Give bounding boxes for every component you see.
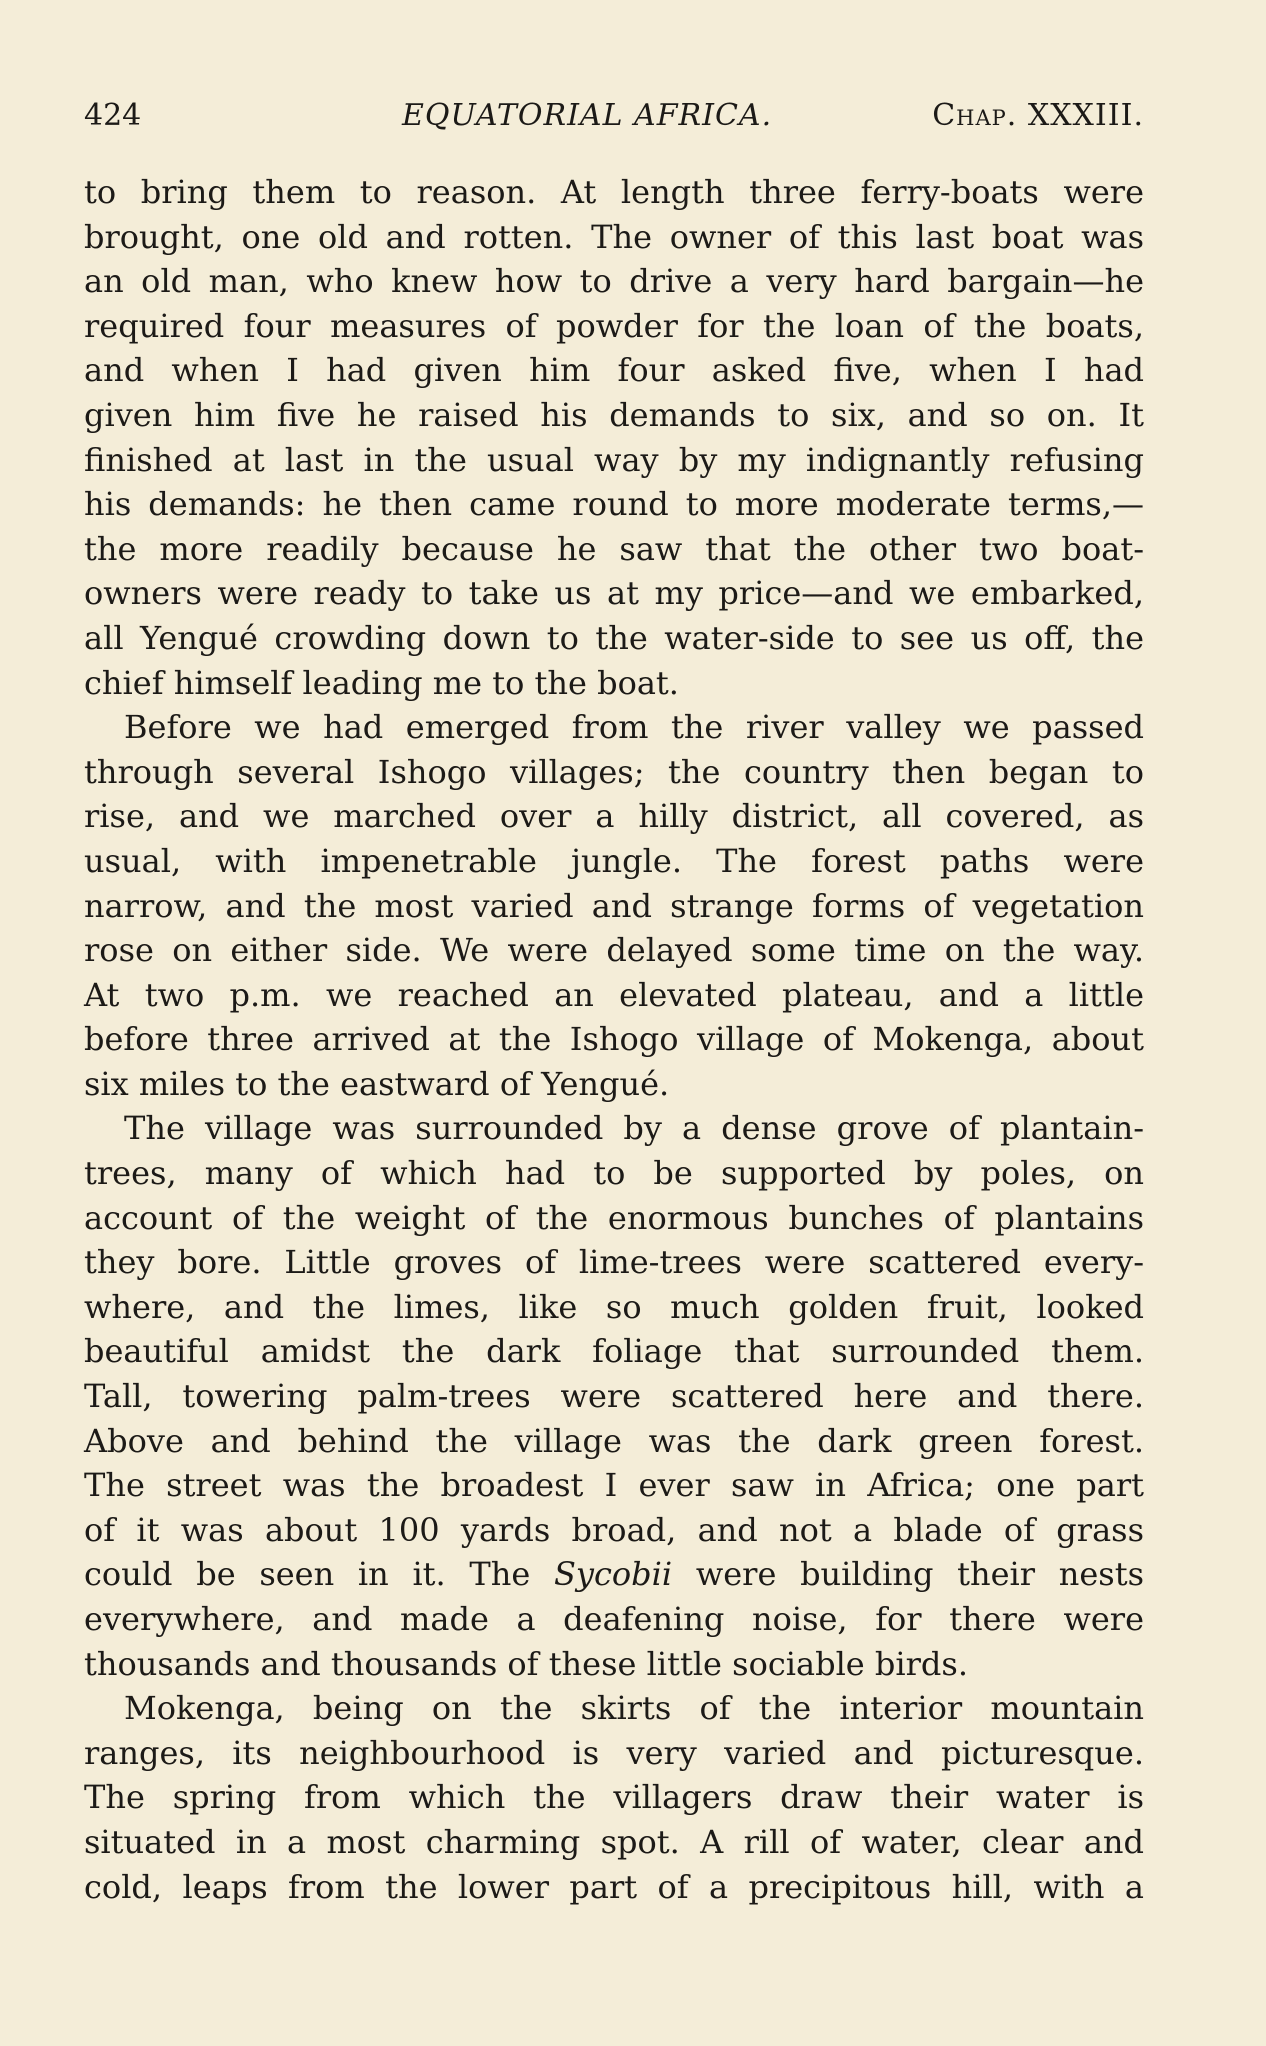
text-line: situated in a most charming spot. A rill of water, clear and [84, 1822, 1144, 1861]
text-line: an old man, who knew how to drive a very hard bargain—he [84, 262, 1144, 301]
text-line: all Yengué crowding down to the water-side to see us off, the [84, 618, 1144, 657]
book-title: EQUATORIAL AFRICA. [402, 98, 773, 133]
chapter-label: Chap. XXXIII. [932, 98, 1144, 133]
text-line: thousands and thousands of these little sociable birds. [84, 1644, 968, 1683]
text-line: beautiful amidst the dark foliage that surrounded them. [84, 1332, 1144, 1371]
text-line: ranges, its neighbourhood is very varied and picturesque. [84, 1733, 1144, 1772]
text-line: account of the weight of the enormous bunches of plantains [84, 1198, 1144, 1237]
text-line: before three arrived at the Ishogo village of Mokenga, about [84, 1020, 1144, 1059]
text-line: At two p.m. we reached an elevated plateau, and a little [84, 975, 1144, 1014]
text-line: everywhere, and made a deafening noise, for there were [84, 1600, 1144, 1638]
text-line: The spring from which the villagers draw their water is [84, 1778, 1144, 1817]
running-head [84, 98, 1144, 142]
text-line: chief himself leading me to the boat. [84, 663, 679, 702]
text-line: usual, with impenetrable jungle. The forest paths were [84, 841, 1144, 880]
text-line: rise, and we marched over a hilly district, all covered, as [84, 797, 1144, 836]
text-line: cold, leaps from the lower part of a precipitous hill, with a [84, 1867, 1144, 1906]
text-line-with-italic [84, 1552, 1144, 1597]
text-line: his demands: he then came round to more moderate terms,— [84, 485, 1144, 524]
text-line: the more readily because he saw that the other two boat- [84, 529, 1144, 568]
text-line: of it was about 100 yards broad, and not a blade of grass [84, 1510, 1144, 1549]
line-text-before: could be seen in it. The [84, 1555, 554, 1594]
paragraph-first-line: The village was surrounded by a dense grove of plantain- [124, 1109, 1144, 1148]
text-line: finished at last in the usual way by my indignantly refusing [84, 440, 1144, 479]
text-line: Above and behind the village was the dark green forest. [84, 1421, 1144, 1460]
text-line: given him five he raised his demands to six, and so on. It [84, 395, 1144, 434]
text-line: The street was the broadest I ever saw in Africa; one part [84, 1466, 1144, 1505]
paragraph-first-line: Mokenga, being on the skirts of the interior mountain [124, 1689, 1144, 1728]
italic-term: Sycobii [553, 1555, 673, 1594]
text-line: rose on either side. We were delayed some time on the way. [84, 931, 1144, 970]
text-line: required four measures of powder for the loan of the boats, [84, 306, 1144, 345]
page-number: 424 [84, 98, 142, 133]
text-line: trees, many of which had to be supported by poles, on [84, 1154, 1144, 1193]
text-line: Tall, towering palm-trees were scattered here and there. [84, 1377, 1144, 1416]
text-line: six miles to the eastward of Yengué. [84, 1064, 670, 1103]
text-line: owners were ready to take us at my price—and we embarked, [84, 574, 1144, 613]
text-line: they bore. Little groves of lime-trees were scattered every- [84, 1243, 1144, 1282]
text-line: narrow, and the most varied and strange forms of vegetation [84, 886, 1144, 925]
line-text-after: were building their nests [672, 1555, 1145, 1594]
text-line: brought, one old and rotten. The owner of this last boat was [84, 217, 1144, 256]
text-line: where, and the limes, like so much golden fruit, looked [84, 1287, 1144, 1326]
body-text [84, 170, 1144, 1909]
text-line: through several Ishogo villages; the country then began to [84, 752, 1144, 791]
text-line: to bring them to reason. At length three ferry-boats were [84, 173, 1144, 211]
text-line: and when I had given him four asked five, when I had [84, 351, 1144, 390]
paragraph-first-line: Before we had emerged from the river valley we passed [124, 708, 1144, 747]
